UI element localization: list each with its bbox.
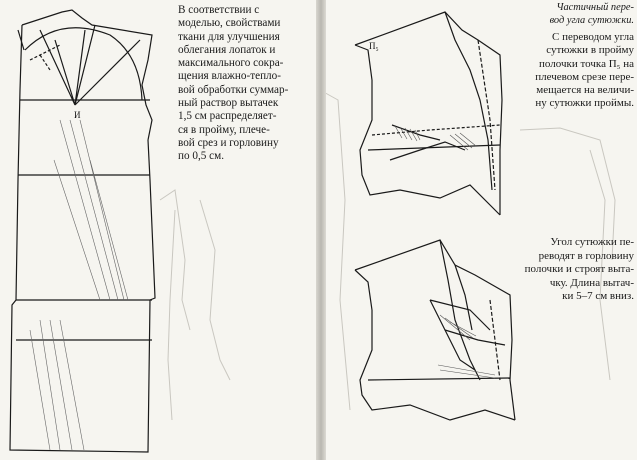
left-page-paragraph: В соответствии с моделью, свойствами ткани для улучшения облегания лопаток и максимального сокра- щения влажно-тепло- вой обработки суммар- ный раствор вытачек 1,5 см распределяет- ся в пройму, плече- вой срез и горловину по 0,5 см.: [178, 4, 289, 163]
right-page-paragraph-1: С переводом угла сутюжки в пройму полочки точка П₅ на плечевом срезе пере- мещается на величи- ну сутюжки проймы.: [535, 31, 634, 110]
book-gutter: [316, 0, 326, 460]
left-figure-label: И: [74, 110, 81, 120]
upper-right-hatching: [395, 126, 476, 150]
right-page-caption: Частичный пере- вод угла сутюжки.: [549, 2, 634, 26]
left-pattern: [10, 10, 155, 452]
right-figure-label: П₅: [369, 41, 379, 51]
left-hatching: [30, 120, 128, 450]
lower-right-hatching: [438, 315, 495, 378]
lower-right-pattern: [355, 240, 515, 420]
right-page-paragraph-2: Угол сутюжки пе- реводят в горловину полочки и строят выта- чку. Длина вытач- ки 5–7 см вниз.: [524, 236, 634, 302]
